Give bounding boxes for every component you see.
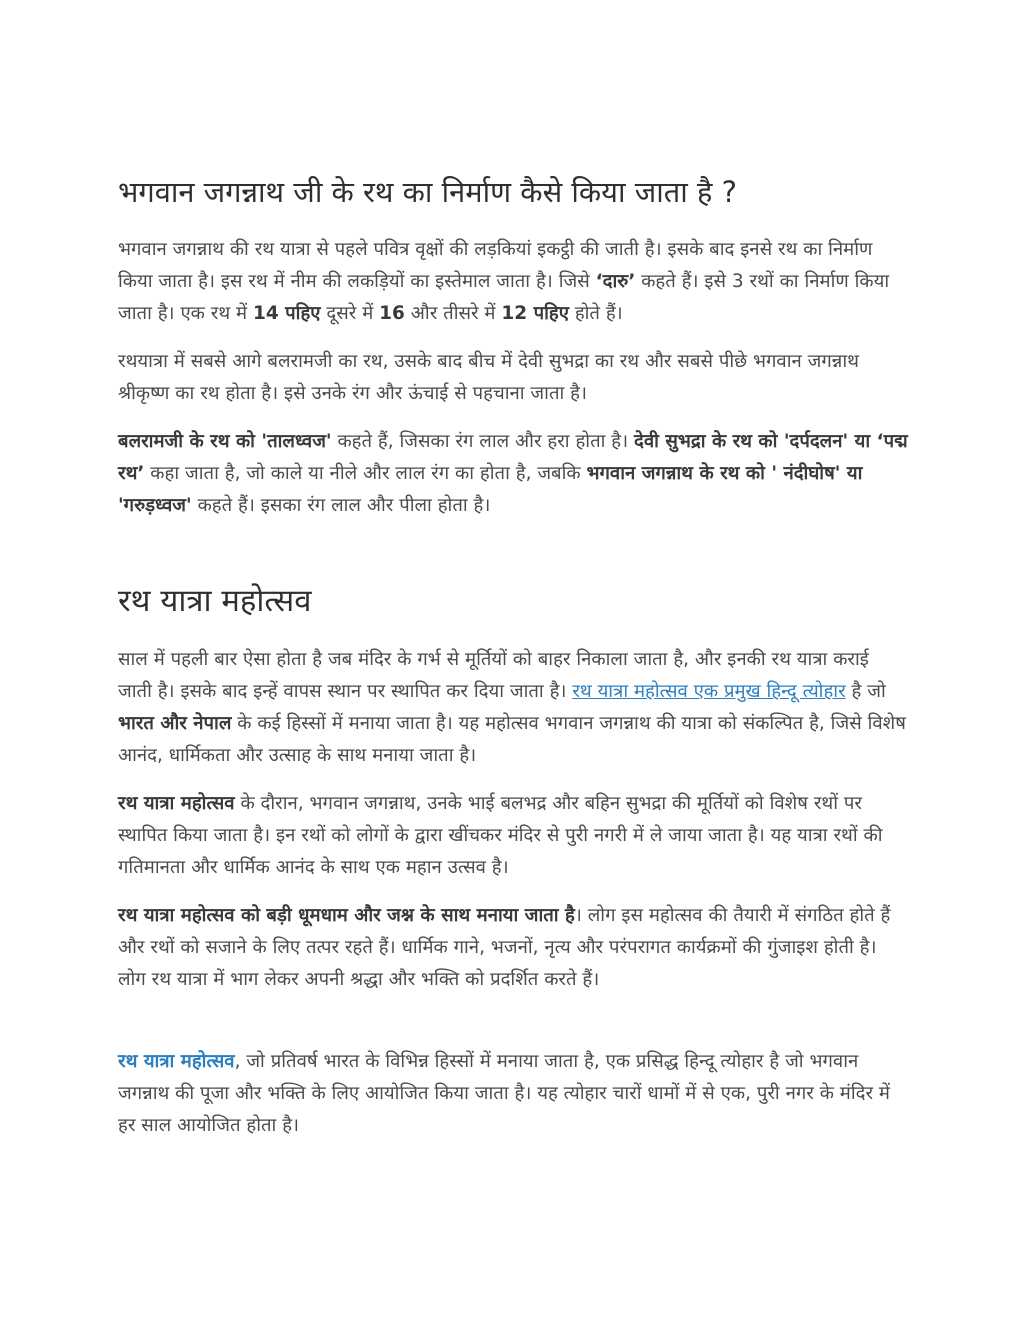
- text-span: कहा जाता है, जो काले या नीले और लाल रंग का होता है, जबकि: [144, 463, 587, 484]
- text-span: दूसरे में: [320, 303, 380, 324]
- text-span: और तीसरे में: [404, 303, 502, 324]
- paragraph-festival-idols: [118, 788, 908, 884]
- bold-rath-yatra: रथ यात्रा महोत्सव: [118, 793, 235, 814]
- article: [118, 172, 908, 1158]
- paragraph-chariot-order: रथयात्रा में सबसे आगे बलरामजी का रथ, उसके बाद बीच में देवी सुभद्रा का रथ और सबसे पीछे भगवान जगन्नाथ श्रीकृष्ण का रथ होता है। इसे उनके रंग और ऊंचाई से पहचाना जाता है।: [118, 351, 859, 404]
- text-span: कहते हैं, जिसका रंग लाल और हरा होता है।: [331, 431, 635, 452]
- festival-link[interactable]: रथ यात्रा महोत्सव एक प्रमुख हिन्दू त्योहार: [572, 681, 846, 702]
- bold-celebration: रथ यात्रा महोत्सव को बड़ी धूमधाम और जश्न के साथ मनाया जाता है: [118, 905, 575, 926]
- text-span: के कई हिस्सों में मनाया जाता है। यह महोत्सव भगवान जगन्नाथ की यात्रा को संकल्पित है, जिसे विशेष आनंद, धार्मिकता और उत्साह के साथ मनाया जाता है।: [118, 713, 906, 766]
- spacer: [118, 1012, 908, 1046]
- text-span: । लोग इस महोत्सव की तैयारी में संगठित होते हैं और रथों को सजाने के लिए तत्पर रहते हैं। धार्मिक गाने, भजनों, नृत्य और परंपरागत कार्यक्रमों की गुंजाइश होती है। लोग रथ यात्रा में भाग लेकर अपनी श्रद्धा और भक्ति को प्रदर्शित करते हैं।: [118, 905, 891, 990]
- bold-16: 16: [379, 303, 405, 324]
- text-span: होते हैं।: [568, 303, 623, 324]
- text-span: के दौरान, भगवान जगन्नाथ, उनके भाई बलभद्र और बहिन सुभद्रा की मूर्तियों को विशेष रथों पर स्थापित किया जाता है। इन रथों को लोगों के द्वारा खींचकर मंदिर से पुरी नगरी में ले जाया जाता है। यह यात्रा रथों की गतिमानता और धार्मिक आनंद के साथ एक महान उत्सव है।: [118, 793, 883, 878]
- text-span: कहते हैं। इसे 3 रथों का निर्माण किया जाता है। एक रथ में: [118, 271, 890, 324]
- bold-daru: ‘दारु’: [595, 271, 636, 292]
- bold-14-wheels: 14 पहिए: [252, 303, 321, 324]
- text-span: कहते हैं। इसका रंग लाल और पीला होता है।: [191, 495, 491, 516]
- text-span: , जो प्रतिवर्ष भारत के विभिन्न हिस्सों में मनाया जाता है, एक प्रसिद्ध हिन्दू त्योहार है जो भगवान जगन्नाथ की पूजा और भक्ति के लिए आयोजित किया जाता है। यह त्योहार चारों धामों में से एक, पुरी नगर के मंदिर में हर साल आयोजित होता है।: [118, 1051, 890, 1136]
- text-span: भगवान जगन्नाथ की रथ यात्रा से पहले पवित्र वृक्षों की लड़कियां इकट्ठी की जाती है। इसके बाद इनसे रथ का निर्माण किया जाता है। इस रथ में नीम की लकड़ियों का इस्तेमाल जाता है। जिसे: [118, 239, 873, 292]
- bold-balram-chariot: बलरामजी के रथ को 'तालध्वज': [118, 431, 332, 452]
- bold-india-nepal: भारत और नेपाल: [118, 713, 232, 734]
- bold-jagannath-chariot: भगवान जगन्नाथ के रथ को ' नंदीघोष' या 'गरुड़ध्वज': [118, 463, 863, 516]
- bold-subhadra-chariot: देवी सुभद्रा के रथ को 'दर्पदलन' या ‘पद्म रथ’: [118, 431, 908, 484]
- bold-12-wheels: 12 पहिए: [501, 303, 569, 324]
- paragraph-festival-celebration: [118, 900, 908, 996]
- text-span: साल में पहली बार ऐसा होता है जब मंदिर के गर्भ से मूर्तियों को बाहर निकाला जाता है, और इनकी रथ यात्रा कराई जाती है। इसके बाद इन्हें वापस स्थान पर स्थापित कर दिया जाता है।: [118, 649, 869, 702]
- accent-rath-yatra: रथ यात्रा महोत्सव: [118, 1051, 235, 1072]
- section-title-chariot-construction: भगवान जगन्नाथ जी के रथ का निर्माण कैसे किया जाता है ?: [118, 175, 738, 209]
- paragraph-construction: [118, 234, 908, 330]
- section-title-rath-yatra-festival: रथ यात्रा महोत्सव: [118, 583, 312, 619]
- paragraph-festival-summary: [118, 1046, 908, 1142]
- text-span: है जो: [845, 681, 886, 702]
- paragraph-festival-intro: [118, 644, 908, 772]
- paragraph-chariot-names: [118, 426, 908, 522]
